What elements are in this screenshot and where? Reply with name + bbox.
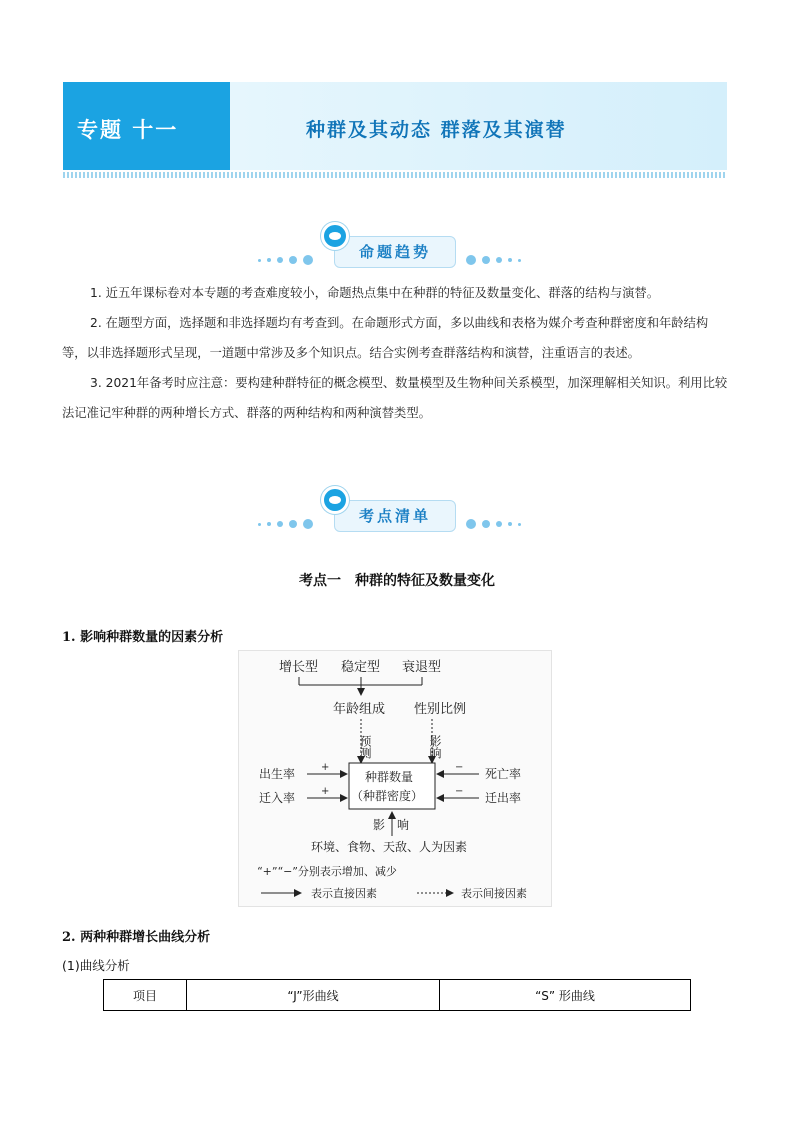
header-divider bbox=[63, 172, 727, 178]
sex-ratio: 性别比例 bbox=[414, 702, 467, 717]
trend-badge: 命题趋势 bbox=[334, 236, 456, 268]
eye-icon bbox=[321, 222, 349, 250]
environment-factors: 环境、食物、天敌、人为因素 bbox=[311, 840, 468, 854]
influence-label: 影响 bbox=[428, 735, 442, 759]
box-title: 种群数量 bbox=[365, 770, 414, 784]
eye-icon bbox=[321, 486, 349, 514]
trend-paragraph-2: 2. 在题型方面，选择题和非选择题均有考查到。在命题形式方面，多以曲线和表格为媒介考查种群密度和年龄结构等，以非选择题形式呈现，一道题中常涉及多个知识点。结合实例考查群落结构和演替，注重语言的表述。 bbox=[62, 316, 709, 360]
emigration-rate: 迁出率 bbox=[485, 791, 522, 805]
trend-paragraphs bbox=[62, 278, 732, 428]
type-decline: 衰退型 bbox=[402, 660, 442, 675]
topic-title: 种群及其动态 群落及其演替 bbox=[306, 119, 567, 141]
population-factors-diagram bbox=[238, 650, 552, 907]
plus-sign: + bbox=[321, 762, 330, 773]
badge2-dots-left bbox=[258, 518, 313, 530]
birth-rate: 出生率 bbox=[259, 767, 296, 781]
trend-paragraph-3: 3. 2021年备考时应注意：要构建种群特征的概念模型、数量模型及生物种间关系模型，加深理解相关知识。利用比较法记准记牢种群的两种增长方式、群落的两种结构和两种演替类型。 bbox=[62, 376, 728, 420]
plus-sign: + bbox=[321, 786, 330, 797]
type-growth: 增长型 bbox=[279, 660, 319, 675]
table-header-cell: “J”形曲线 bbox=[187, 980, 440, 1011]
heading-2: 2. 两种种群增长曲线分析 bbox=[62, 930, 211, 945]
box-subtitle: （种群密度） bbox=[351, 789, 424, 803]
diagram-svg bbox=[239, 651, 551, 906]
minus-sign: − bbox=[455, 786, 464, 797]
death-rate: 死亡率 bbox=[485, 767, 522, 781]
kaodian-title: 考点一 种群的特征及数量变化 bbox=[299, 573, 495, 589]
heading-1: 1. 影响种群数量的因素分析 bbox=[62, 630, 224, 645]
table-header-row bbox=[104, 980, 691, 1011]
immigration-rate: 迁入率 bbox=[259, 791, 296, 805]
topic-number-banner bbox=[63, 82, 230, 170]
badge2-dots-right bbox=[466, 518, 521, 530]
badge-dots-left bbox=[258, 254, 313, 266]
env-influence-label: 影 响 bbox=[373, 818, 410, 832]
topic-number: 专题 十一 bbox=[77, 117, 179, 142]
minus-sign: − bbox=[455, 762, 464, 773]
legend-indirect: 表示间接因素 bbox=[461, 887, 527, 900]
age-structure: 年龄组成 bbox=[333, 702, 386, 717]
checklist-badge: 考点清单 bbox=[334, 500, 456, 532]
topic-title-banner bbox=[230, 82, 727, 170]
badge-dots-right bbox=[466, 254, 521, 266]
trend-paragraph-1: 1. 近五年课标卷对本专题的考查难度较小，命题热点集中在种群的特征及数量变化、群落的结构与演替。 bbox=[90, 286, 660, 300]
table-header-cell: 项目 bbox=[104, 980, 187, 1011]
heading-3: (1)曲线分析 bbox=[62, 958, 130, 973]
legend-signs: “+”“−”分别表示增加、减少 bbox=[257, 865, 397, 878]
type-stable: 稳定型 bbox=[341, 660, 381, 675]
legend-direct: 表示直接因素 bbox=[311, 887, 377, 900]
table-header-cell: “S” 形曲线 bbox=[440, 980, 691, 1011]
curve-table bbox=[103, 979, 691, 1011]
predict-label: 预测 bbox=[358, 735, 372, 759]
